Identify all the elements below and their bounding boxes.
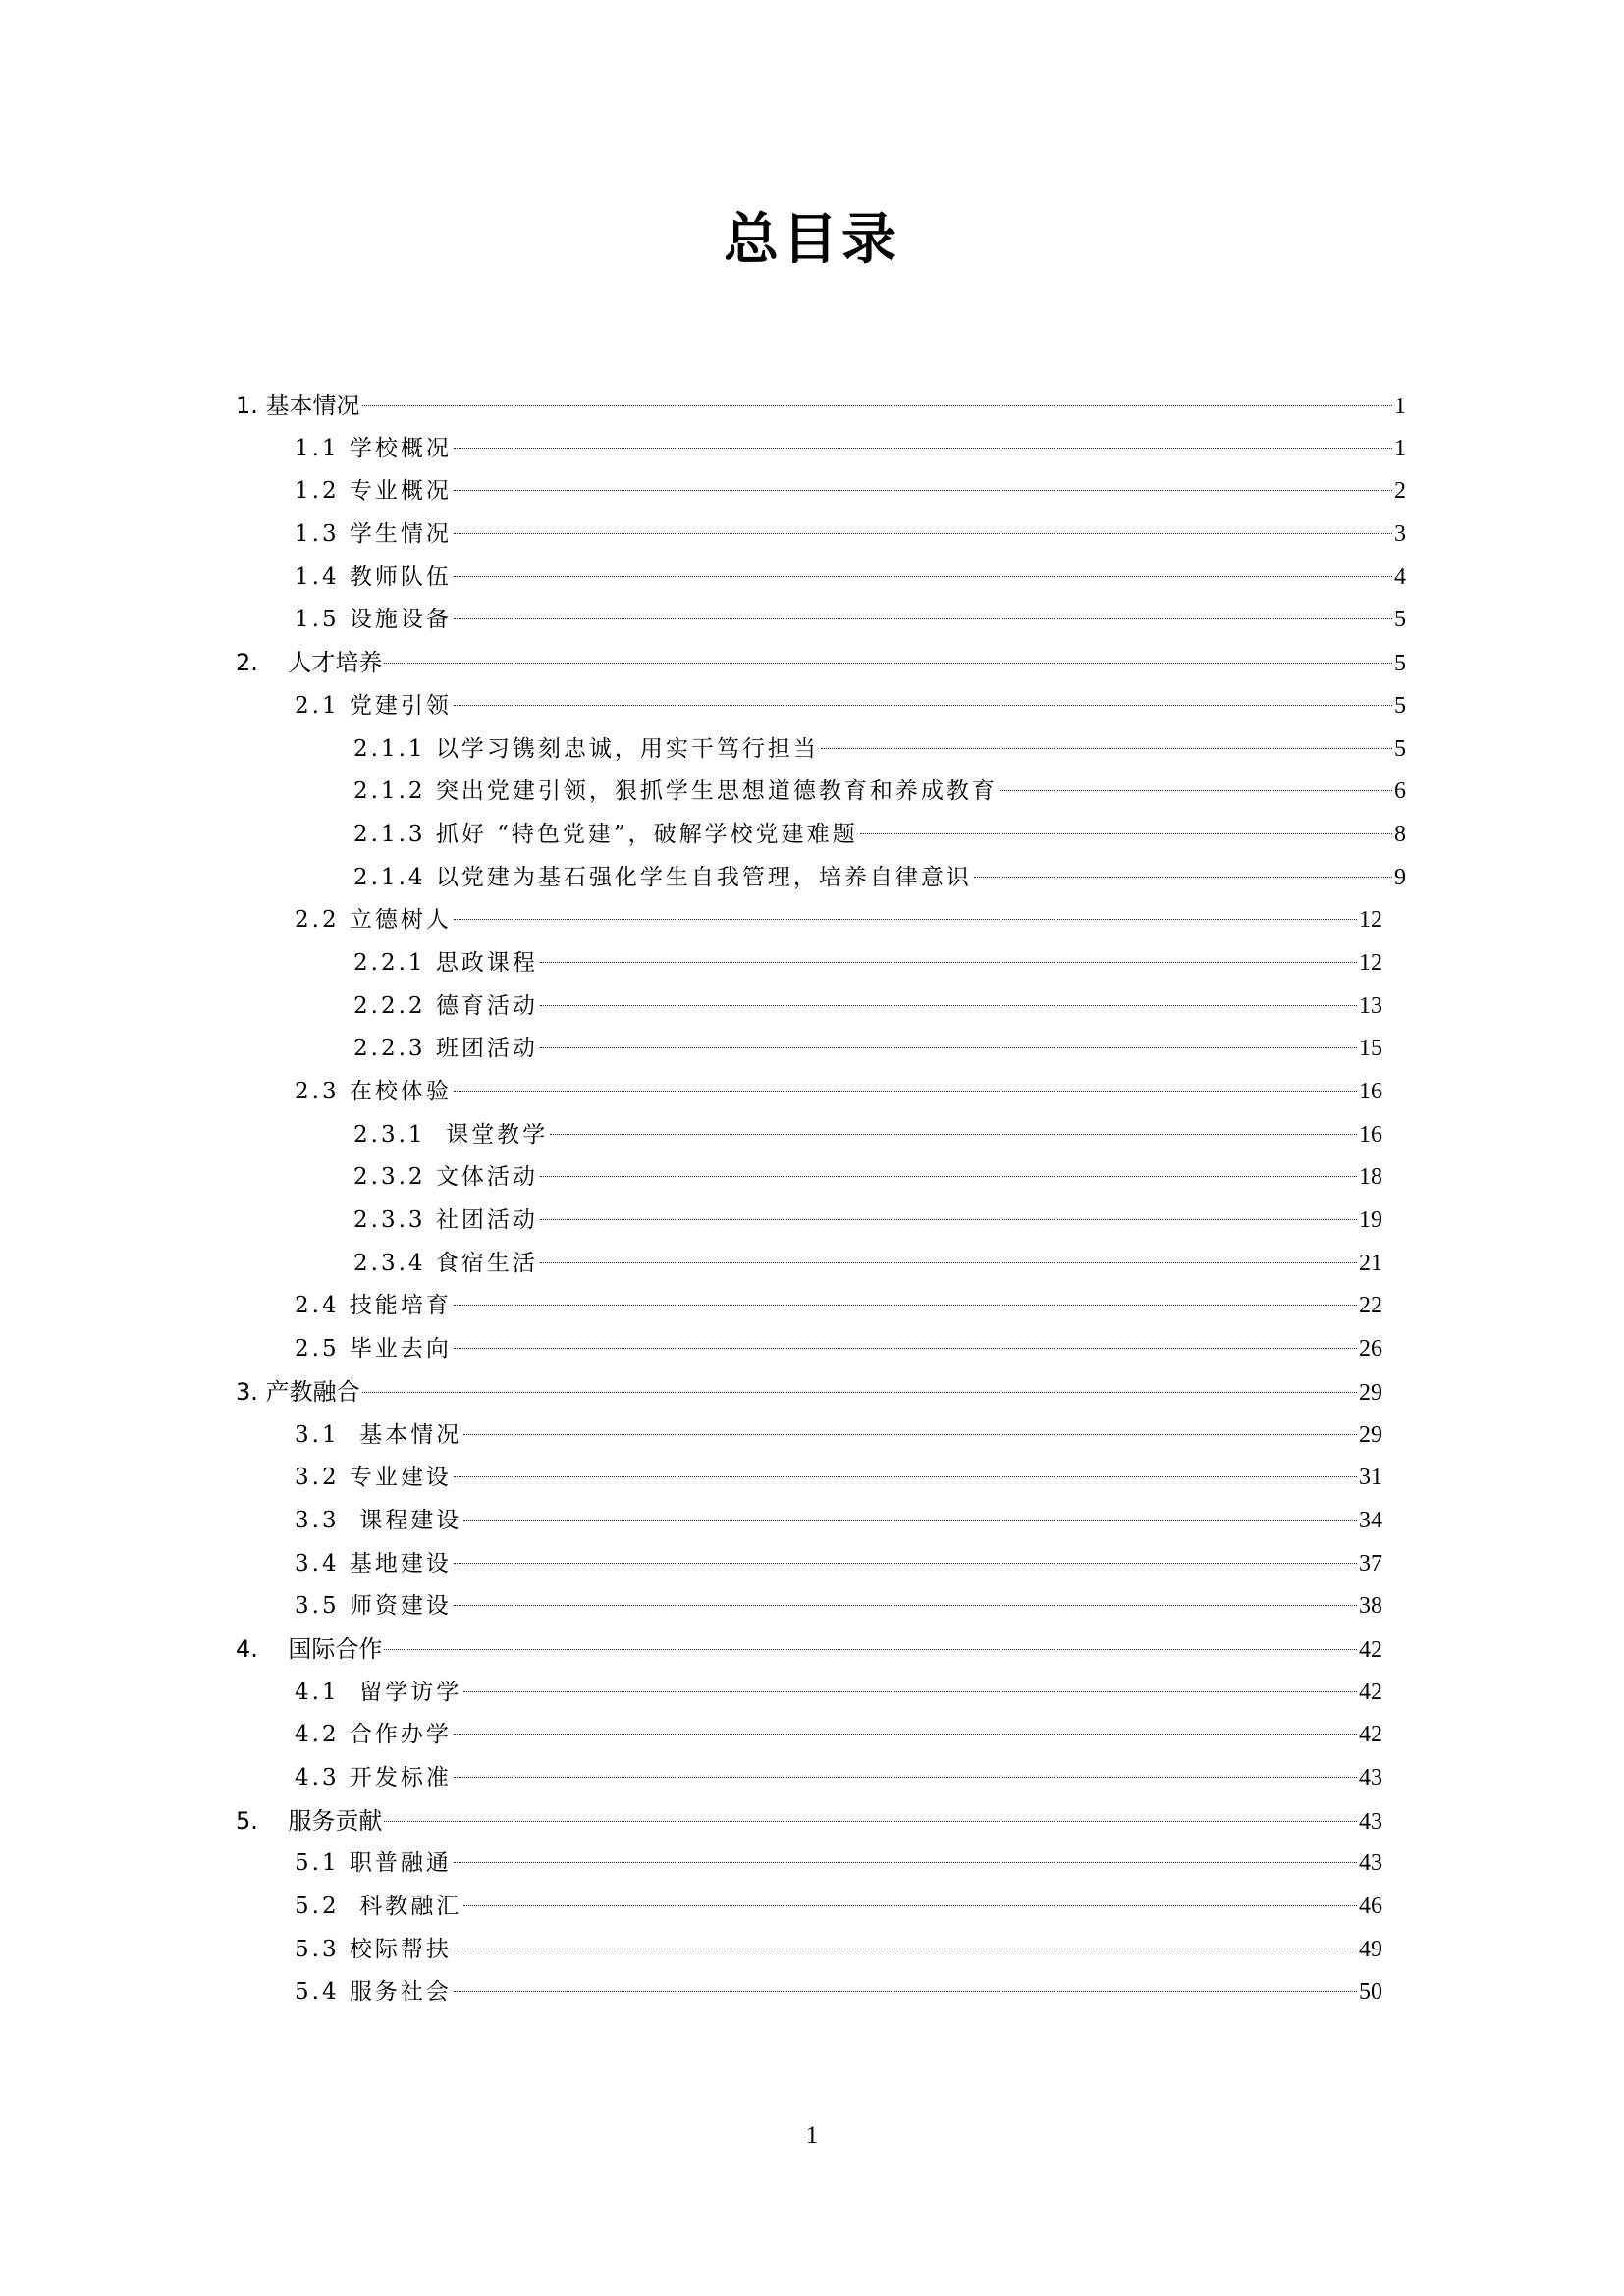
toc-entry[interactable] (236, 1457, 1382, 1500)
toc-entry-title: 1. 基本情况 (236, 392, 360, 419)
table-of-contents (236, 385, 1406, 2014)
toc-entry-title: 3.4 基地建设 (295, 1550, 452, 1576)
toc-entry[interactable] (236, 1371, 1382, 1415)
toc-entry-page: 8 (1394, 821, 1406, 847)
page-number: 1 (805, 2122, 819, 2149)
toc-entry-page: 13 (1359, 992, 1382, 1019)
toc-entry-title: 2.4 技能培育 (295, 1293, 452, 1319)
dot-leader (454, 618, 1392, 619)
dot-leader (384, 1821, 1357, 1822)
dot-leader (454, 705, 1392, 706)
toc-entry[interactable] (236, 1971, 1382, 2014)
dot-leader (454, 1862, 1357, 1863)
toc-entry[interactable] (236, 1800, 1382, 1843)
toc-entry-page: 29 (1359, 1379, 1382, 1406)
toc-entry-page: 2 (1394, 478, 1406, 505)
toc-entry[interactable] (236, 1585, 1382, 1629)
dot-leader (454, 1348, 1357, 1349)
toc-entry[interactable] (236, 557, 1406, 600)
toc-entry-title: 5.1 职普融通 (295, 1850, 452, 1877)
toc-entry-title: 4. 国际合作 (236, 1634, 383, 1663)
toc-entry-title: 4.1 留学访学 (295, 1679, 462, 1705)
toc-entry[interactable] (236, 899, 1382, 942)
toc-entry[interactable] (236, 599, 1406, 642)
toc-entry-page: 16 (1359, 1121, 1382, 1148)
toc-entry-title: 2.3.3 社团活动 (353, 1207, 538, 1234)
toc-entry-title: 5.4 服务社会 (295, 1979, 452, 2005)
toc-entry-title: 2.1.2 突出党建引领，狠抓学生思想道德教育和养成教育 (353, 778, 998, 805)
toc-entry-title: 2.3.4 食宿生活 (353, 1250, 538, 1276)
dot-leader (540, 1047, 1357, 1048)
toc-entry-page: 6 (1394, 778, 1406, 805)
toc-entry-title: 1.5 设施设备 (295, 607, 452, 633)
toc-entry[interactable] (236, 642, 1406, 685)
toc-entry[interactable] (236, 428, 1406, 471)
toc-entry[interactable] (236, 1543, 1382, 1586)
dot-leader (454, 490, 1392, 491)
toc-entry-page: 18 (1359, 1164, 1382, 1191)
dot-leader (540, 962, 1357, 963)
toc-entry[interactable] (236, 814, 1406, 857)
toc-entry[interactable] (236, 1415, 1382, 1458)
toc-entry[interactable] (236, 986, 1382, 1029)
toc-entry-title: 4.2 合作办学 (295, 1722, 452, 1748)
toc-entry-title: 2.1.3 抓好 “特色党建”，破解学校党建难题 (353, 821, 858, 847)
dot-leader (384, 663, 1392, 664)
toc-entry[interactable] (236, 1285, 1382, 1328)
toc-entry[interactable] (236, 1500, 1382, 1543)
toc-entry-page: 29 (1359, 1421, 1382, 1448)
toc-entry[interactable] (236, 685, 1406, 728)
toc-entry-title: 3.1 基本情况 (295, 1421, 462, 1448)
toc-entry-page: 43 (1359, 1808, 1382, 1835)
dot-leader (454, 448, 1392, 449)
toc-entry-page: 5 (1394, 692, 1406, 719)
toc-entry-page: 38 (1359, 1593, 1382, 1620)
dot-leader (454, 1777, 1357, 1778)
toc-entry-title: 2.3.2 文体活动 (353, 1164, 538, 1191)
toc-entry[interactable] (236, 771, 1406, 814)
toc-entry-title: 1.1 学校概况 (295, 435, 452, 461)
dot-leader (540, 1219, 1357, 1220)
dot-leader (454, 1991, 1357, 1992)
toc-entry[interactable] (236, 728, 1406, 772)
toc-entry-page: 22 (1359, 1293, 1382, 1319)
toc-entry-page: 1 (1394, 435, 1406, 461)
toc-entry-page: 43 (1359, 1765, 1382, 1790)
dot-leader (362, 1392, 1357, 1393)
toc-entry-title: 2.2 立德树人 (295, 907, 452, 934)
toc-entry[interactable] (236, 1929, 1382, 1972)
toc-entry[interactable] (236, 1672, 1382, 1715)
dot-leader (540, 1176, 1357, 1177)
toc-entry-title: 2.2.1 思政课程 (353, 949, 538, 976)
toc-entry-title: 2.3 在校体验 (295, 1079, 452, 1104)
toc-entry[interactable] (236, 513, 1406, 557)
dot-leader (463, 1434, 1357, 1435)
dot-leader (384, 1649, 1357, 1650)
toc-entry-title: 3.3 课程建设 (295, 1507, 462, 1533)
toc-entry-title: 2.3.1 课堂教学 (353, 1121, 549, 1148)
dot-leader (463, 1905, 1357, 1906)
toc-entry-title: 1.3 学生情况 (295, 521, 452, 548)
toc-entry-page: 3 (1394, 521, 1406, 548)
toc-entry-page: 1 (1394, 394, 1406, 419)
toc-entry-page: 42 (1359, 1636, 1382, 1663)
toc-entry-title: 5. 服务贡献 (236, 1806, 383, 1835)
toc-entry-page: 4 (1394, 563, 1406, 590)
toc-entry-page: 21 (1359, 1250, 1382, 1276)
dot-leader (821, 748, 1392, 749)
toc-entry-page: 5 (1394, 607, 1406, 633)
dot-leader (454, 1091, 1357, 1092)
toc-entry[interactable] (236, 1328, 1382, 1371)
toc-entry-title: 2.1.4 以党建为基石强化学生自我管理，培养自律意识 (353, 864, 972, 890)
toc-entry-page: 43 (1359, 1850, 1382, 1877)
toc-entry-page: 50 (1359, 1979, 1382, 2005)
dot-leader (454, 1563, 1357, 1564)
toc-entry-page: 49 (1359, 1936, 1382, 1962)
dot-leader (463, 1691, 1357, 1692)
toc-entry[interactable] (236, 385, 1406, 428)
dot-leader (454, 1605, 1357, 1606)
toc-entry-title: 2.5 毕业去向 (295, 1336, 452, 1362)
toc-entry-title: 2.1.1 以学习镌刻忠诚，用实干笃行担当 (353, 735, 819, 762)
toc-entry-title: 3.2 专业建设 (295, 1465, 452, 1491)
dot-leader (454, 533, 1392, 534)
toc-entry[interactable] (236, 1028, 1382, 1071)
toc-entry[interactable] (236, 942, 1382, 986)
dot-leader (454, 576, 1392, 577)
toc-entry-title: 3.5 师资建设 (295, 1593, 452, 1620)
dot-leader (362, 405, 1392, 406)
toc-entry[interactable] (236, 1243, 1382, 1286)
dot-leader (454, 1305, 1357, 1306)
toc-entry[interactable] (236, 1714, 1382, 1757)
toc-entry-title: 5.3 校际帮扶 (295, 1936, 452, 1962)
toc-entry-page: 19 (1359, 1207, 1382, 1234)
dot-leader (454, 919, 1357, 920)
toc-entry-page: 34 (1359, 1507, 1382, 1533)
toc-entry-page: 26 (1359, 1336, 1382, 1362)
toc-entry-title: 3. 产教融合 (236, 1377, 360, 1406)
dot-leader (974, 877, 1392, 878)
toc-entry[interactable] (236, 1114, 1382, 1157)
toc-entry-title: 2.2.2 德育活动 (353, 992, 538, 1019)
toc-entry-page: 16 (1359, 1079, 1382, 1104)
toc-entry[interactable] (236, 1842, 1382, 1886)
toc-entry-title: 1.4 教师队伍 (295, 563, 452, 590)
toc-entry-title: 2. 人才培养 (236, 649, 383, 677)
page-title: 总目录 (724, 208, 900, 272)
dot-leader (454, 1734, 1357, 1735)
toc-entry-page: 9 (1394, 864, 1406, 890)
toc-entry-page: 31 (1359, 1465, 1382, 1491)
dot-leader (463, 1520, 1357, 1521)
toc-entry-page: 5 (1394, 735, 1406, 762)
toc-entry[interactable] (236, 1886, 1382, 1929)
toc-entry-page: 12 (1359, 949, 1382, 976)
toc-entry-page: 15 (1359, 1036, 1382, 1062)
toc-entry-page: 46 (1359, 1894, 1382, 1920)
dot-leader (860, 833, 1392, 834)
toc-entry-page: 42 (1359, 1679, 1382, 1705)
toc-entry[interactable] (236, 1071, 1382, 1114)
toc-entry[interactable] (236, 1757, 1382, 1800)
toc-entry-title: 2.1 党建引领 (295, 692, 452, 719)
dot-leader (540, 1262, 1357, 1263)
toc-entry[interactable] (236, 857, 1406, 900)
toc-entry-title: 2.2.3 班团活动 (353, 1036, 538, 1062)
dot-leader (454, 1476, 1357, 1477)
toc-entry[interactable] (236, 470, 1406, 513)
toc-entry[interactable] (236, 1200, 1382, 1243)
dot-leader (550, 1134, 1357, 1135)
toc-entry-page: 42 (1359, 1722, 1382, 1748)
toc-entry[interactable] (236, 1156, 1382, 1200)
toc-entry-title: 5.2 科教融汇 (295, 1894, 462, 1920)
toc-entry-title: 4.3 开发标准 (295, 1765, 452, 1790)
toc-entry-page: 12 (1359, 907, 1382, 934)
toc-entry[interactable] (236, 1629, 1382, 1672)
toc-entry-page: 37 (1359, 1550, 1382, 1576)
toc-entry-page: 5 (1394, 651, 1406, 677)
dot-leader (540, 1005, 1357, 1006)
dot-leader (1000, 790, 1392, 791)
toc-entry-title: 1.2 专业概况 (295, 478, 452, 505)
